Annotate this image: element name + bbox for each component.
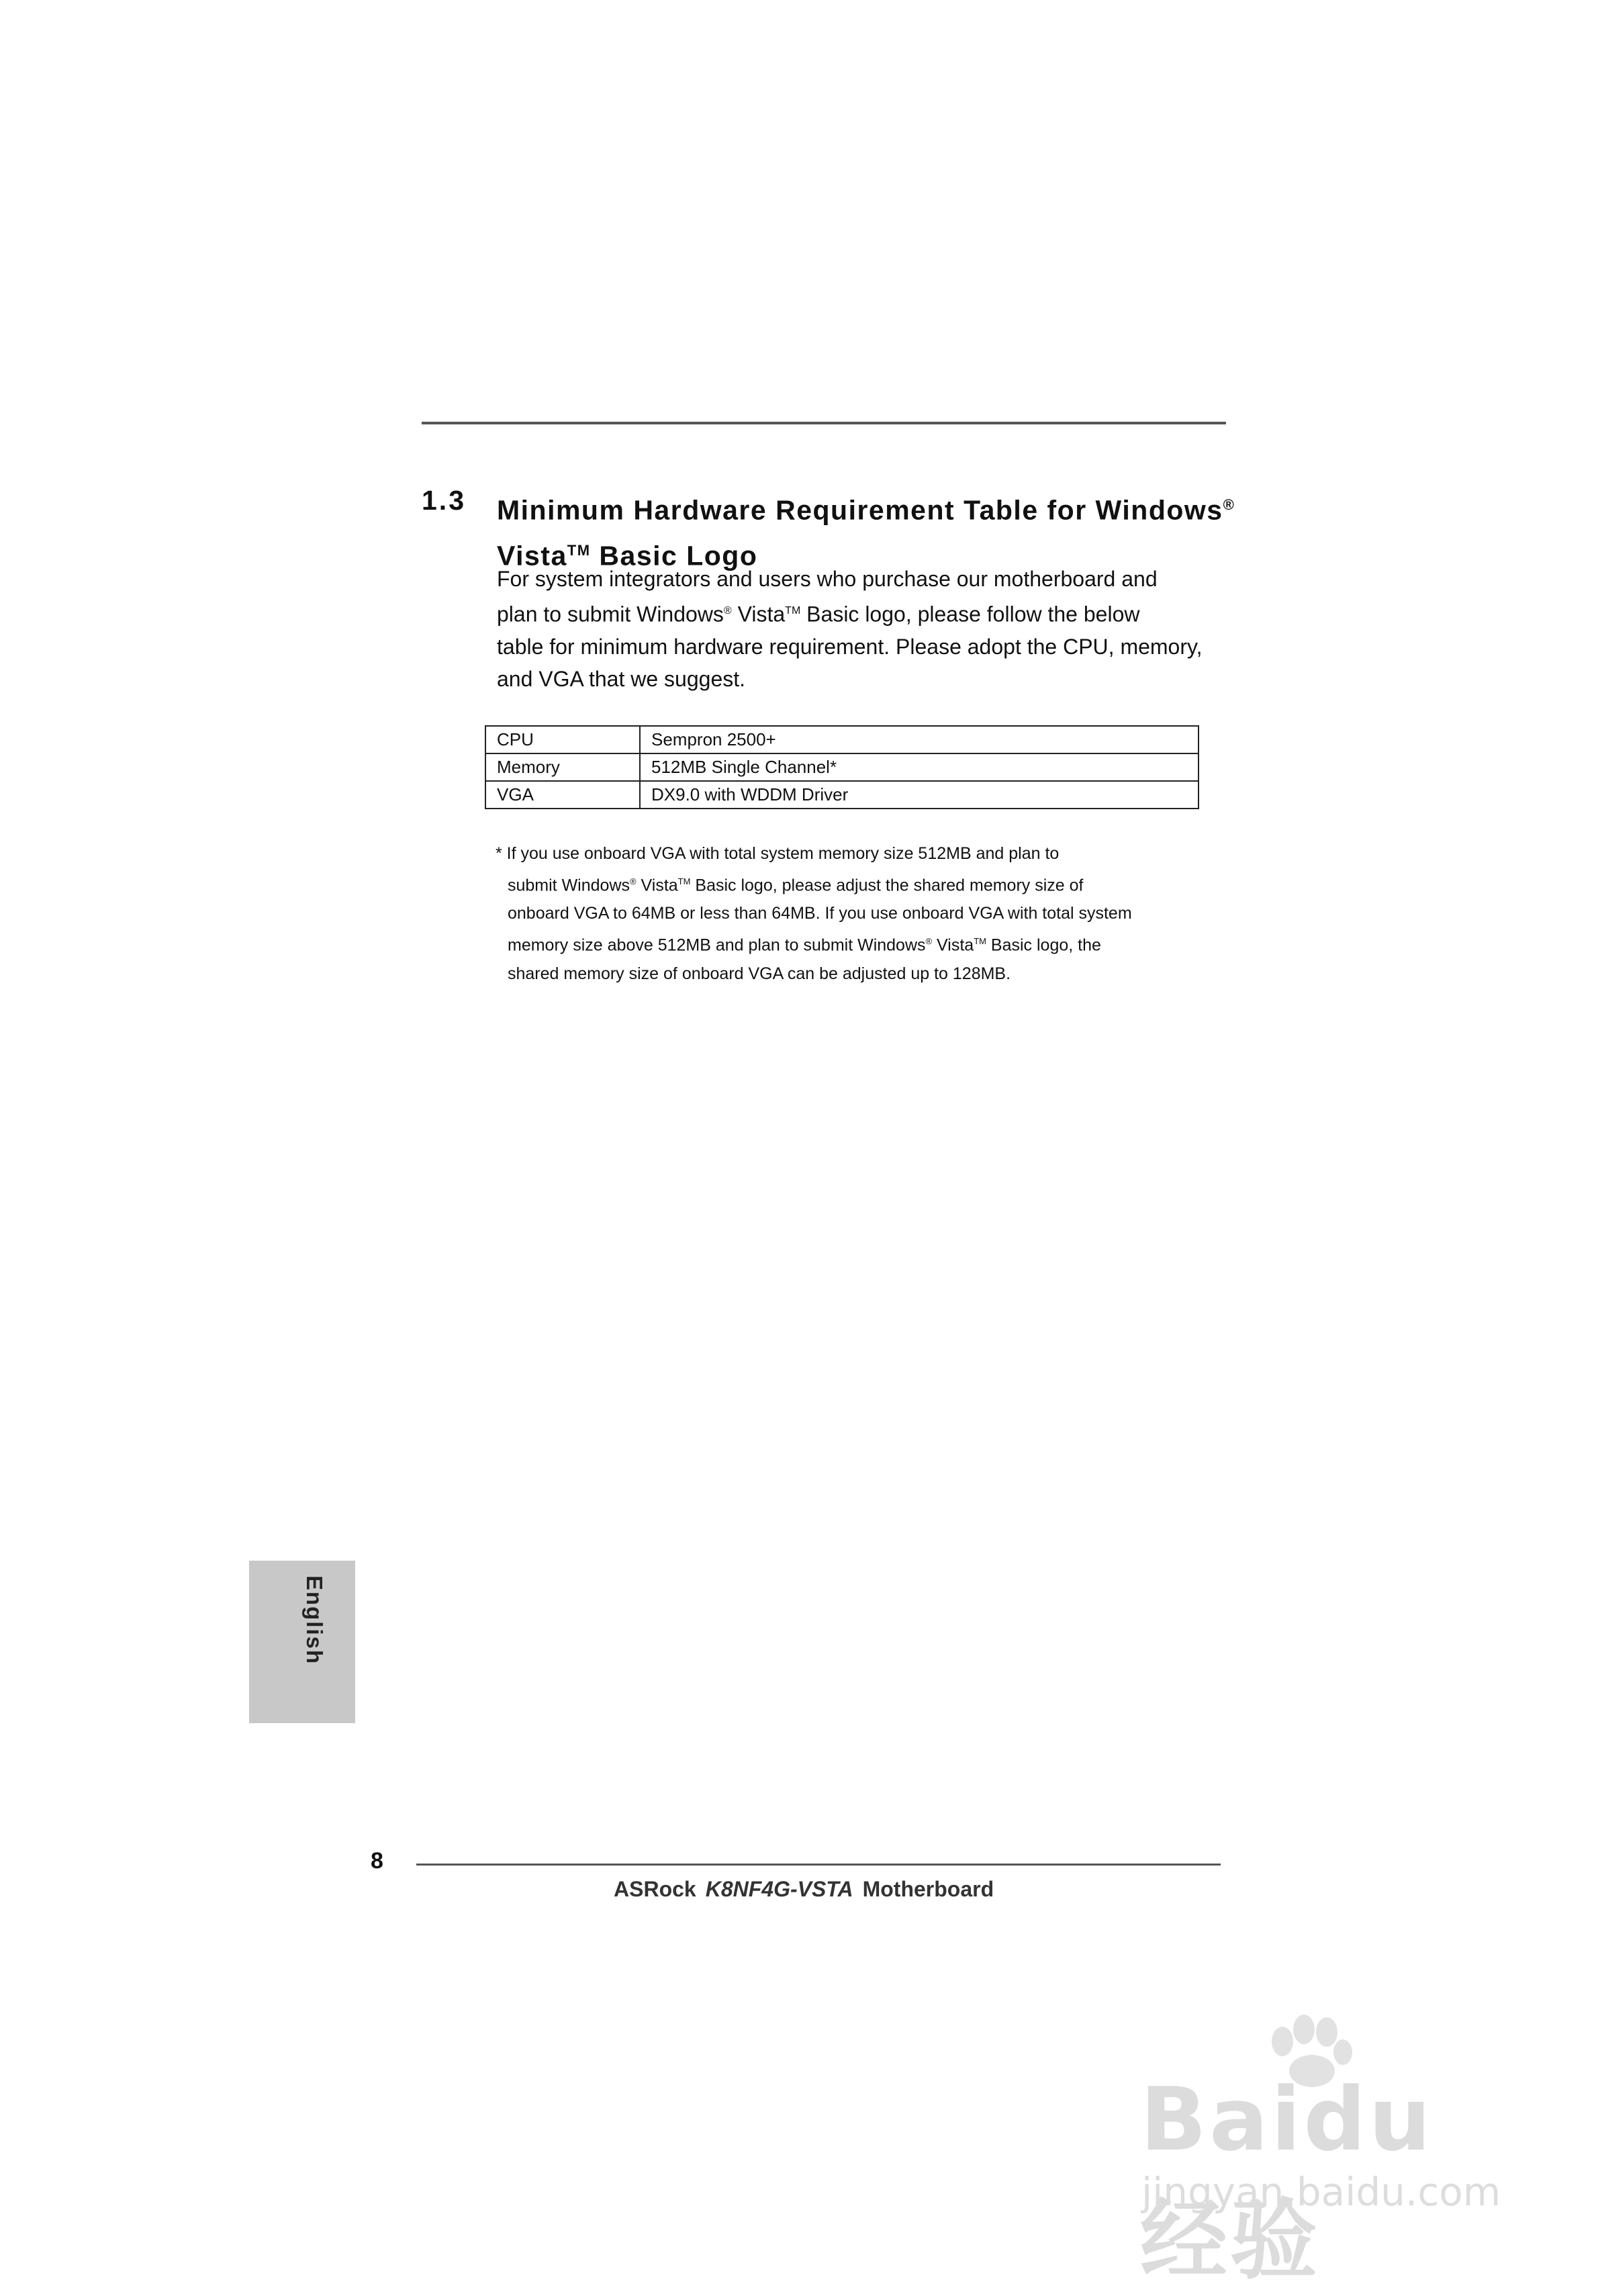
footnote: * If you use onboard VGA with total system memory size 512MB and plan to submit Windows® Vista™ Basic logo, please adjust the shared memory size of onboard VGA to 64MB or less than 64MB. If you use onboard VGA with total system memory size above 512MB and plan to submit Windows® Vista™ Basic logo, the shared memory size of onboard VGA can be adjusted up to 128MB. [496, 844, 1132, 983]
top-divider [422, 422, 1226, 424]
table-row [485, 753, 1198, 781]
intro-paragraph: For system integrators and users who purchase our motherboard and plan to submit Windows® Vista™ Basic logo, please follow the below table for minimum hardware requirement. Please adopt the CPU, memory, and VGA that we suggest. [497, 567, 1203, 691]
language-side-tab [249, 1561, 355, 1723]
footer-brand: ASRock [614, 1877, 696, 1901]
language-label: English [302, 1575, 327, 1665]
footer-product: Motherboard [862, 1877, 994, 1901]
table-row [485, 726, 1198, 753]
page-footer [614, 1877, 994, 1902]
section-number: 1.3 [422, 485, 466, 516]
requirement-item: VGA [485, 781, 640, 809]
watermark-logo-text: Baidu经验 [1140, 2068, 1433, 2291]
page-number: 8 [371, 1848, 383, 1874]
requirement-item: Memory [485, 753, 640, 781]
watermark-url: jingyan.baidu.com [1141, 2169, 1501, 2215]
footer-model: K8NF4G-VSTA [705, 1877, 853, 1901]
watermark [1128, 2015, 1517, 2291]
section-title: Minimum Hardware Requirement Table for Windows® Vista™ Basic Logo [497, 494, 1235, 571]
requirement-value: 512MB Single Channel* [640, 753, 1198, 781]
table-row [485, 781, 1198, 809]
requirement-value: DX9.0 with WDDM Driver [640, 781, 1198, 809]
requirement-table [485, 725, 1199, 809]
bottom-divider [416, 1864, 1221, 1866]
requirement-value: Sempron 2500+ [640, 726, 1198, 753]
requirement-item: CPU [485, 726, 640, 753]
